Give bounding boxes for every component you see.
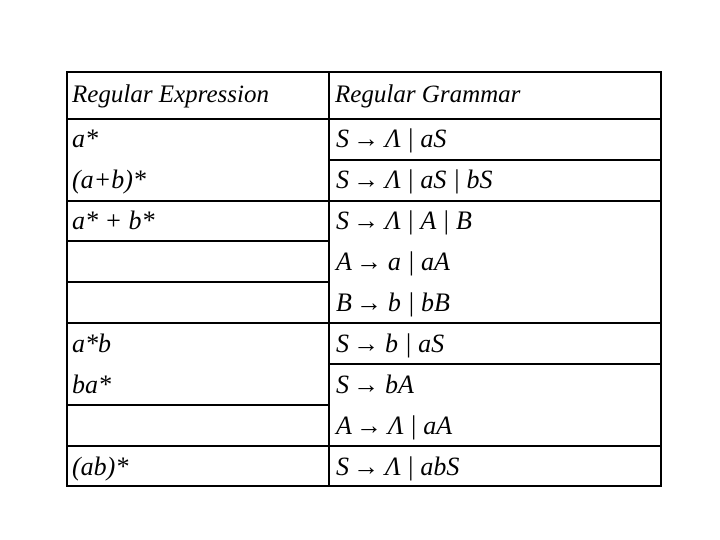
arrow-icon: → (353, 165, 379, 194)
production-rhs: Λ | aA (387, 411, 453, 440)
arrow-icon: → (353, 124, 379, 153)
production-rule (336, 406, 452, 446)
production-rhs: Λ | aS (385, 124, 447, 153)
production-lhs: A (336, 247, 352, 276)
expression-cell: a*b (72, 329, 111, 358)
arrow-icon: → (353, 329, 379, 358)
production-lhs: B (336, 288, 352, 317)
arrow-icon: → (355, 247, 382, 276)
production-lhs: S (336, 452, 349, 481)
production-rule (336, 201, 472, 241)
production-rhs: b | bB (387, 288, 450, 317)
arrow-icon: → (353, 370, 379, 399)
production-rhs: a | aA (387, 247, 450, 276)
arrow-icon: → (355, 288, 382, 317)
production-rhs: b | aS (385, 329, 445, 358)
production-rule (336, 242, 450, 282)
production-lhs: A (336, 411, 352, 440)
production-rule (336, 447, 459, 487)
expression-cell: a* (72, 124, 98, 153)
production-lhs: S (336, 329, 349, 358)
row-divider-left (66, 281, 330, 283)
production-rule (336, 365, 414, 405)
production-rhs: Λ | A | B (385, 206, 472, 235)
expression-cell: (a+b)* (72, 165, 146, 194)
arrow-icon: → (353, 206, 379, 235)
production-rhs: bA (385, 370, 414, 399)
production-rule (336, 119, 446, 159)
expression-cell: ba* (72, 370, 111, 399)
production-rhs: Λ | aS | bS (385, 165, 493, 194)
production-rhs: Λ | abS (385, 452, 460, 481)
column-divider (328, 71, 330, 487)
arrow-icon: → (353, 452, 379, 481)
production-lhs: S (336, 165, 349, 194)
header-regular-expression: Regular Expression (72, 81, 269, 108)
production-rule (336, 283, 450, 323)
expression-cell: a* + b* (72, 206, 155, 235)
production-lhs: S (336, 206, 349, 235)
production-rule (336, 160, 493, 200)
production-lhs: S (336, 370, 349, 399)
production-lhs: S (336, 124, 349, 153)
arrow-icon: → (355, 411, 382, 440)
production-rule (336, 324, 444, 364)
expression-cell: (ab)* (72, 452, 129, 481)
header-regular-grammar: Regular Grammar (335, 81, 521, 108)
